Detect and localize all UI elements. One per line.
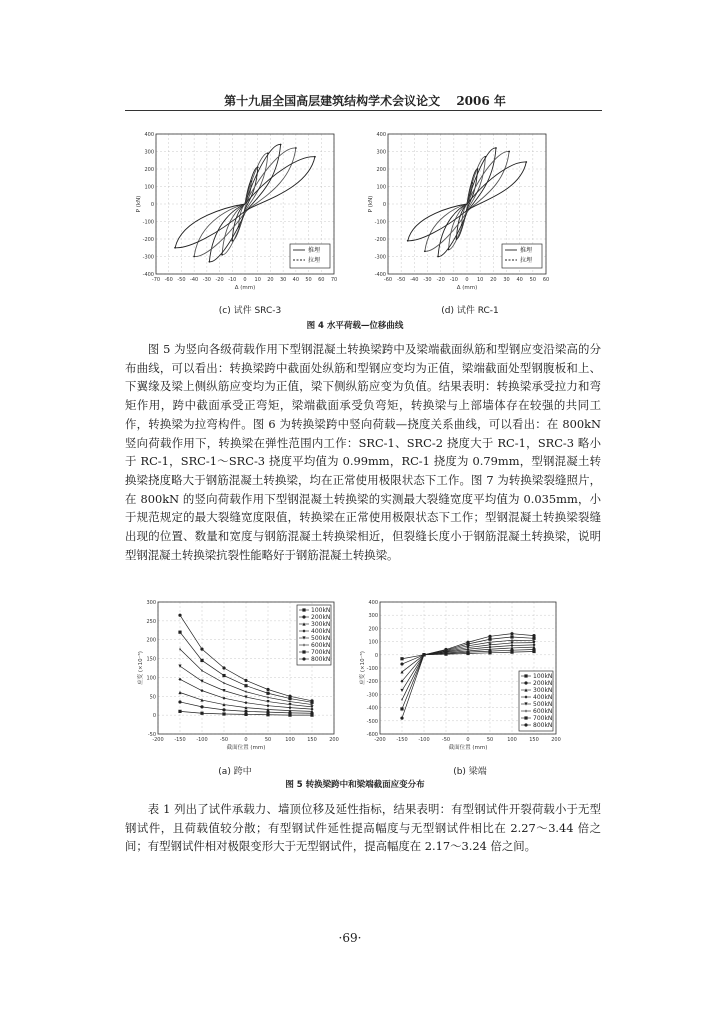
data-point: [178, 678, 181, 681]
data-point: [302, 657, 305, 660]
data-point: [422, 653, 425, 656]
x-tick-label: -150: [396, 737, 408, 743]
hysteresis-chart-src3: [136, 130, 340, 291]
push-peak-point: [250, 180, 252, 182]
legend-label: 400kN: [533, 694, 553, 701]
legend-label: 200kN: [311, 614, 331, 621]
x-tick-label: 0: [244, 737, 248, 743]
x-tick-label: 60: [318, 277, 325, 283]
pull-peak-point: [437, 256, 439, 258]
data-point: [178, 691, 181, 694]
data-point: [266, 692, 269, 695]
y-tick-label: 300: [376, 149, 386, 156]
x-tick-label: -10: [228, 277, 237, 283]
y-tick-label: 0: [374, 652, 378, 659]
data-point: [302, 650, 305, 653]
data-point: [466, 641, 469, 644]
data-point: [222, 697, 225, 700]
data-point: [266, 688, 269, 691]
data-point: [488, 638, 491, 641]
data-point: [524, 674, 527, 677]
data-point: [245, 690, 246, 693]
y-tick-label: 300: [368, 613, 378, 620]
x-axis-label: 截面位置 (mm): [448, 745, 488, 751]
page-number: ·69·: [338, 931, 362, 945]
y-axis-label: 应变 (×10⁻⁶): [360, 651, 366, 685]
y-tick-label: 300: [146, 600, 156, 606]
pull-peak-point: [407, 240, 409, 242]
data-point: [200, 680, 203, 683]
x-tick-label: 50: [264, 737, 272, 743]
x-tick-label: -40: [190, 277, 199, 283]
x-tick-label: 10: [254, 277, 261, 283]
y-tick-label: 0: [152, 713, 156, 720]
y-tick-label: 100: [376, 184, 386, 191]
pull-peak-point: [238, 226, 240, 228]
data-point: [302, 615, 305, 618]
x-tick-label: -50: [177, 277, 186, 283]
y-tick-label: -200: [374, 237, 386, 243]
legend-label: 600kN: [533, 708, 553, 715]
data-point: [244, 713, 247, 716]
x-tick-label: -50: [441, 737, 451, 743]
data-point: [288, 706, 291, 709]
data-point: [178, 700, 181, 703]
push-peak-point: [508, 151, 510, 153]
y-tick-label: -100: [142, 219, 154, 226]
data-point: [178, 631, 181, 634]
data-point: [488, 635, 491, 638]
data-point: [200, 705, 203, 708]
pull-peak-point: [193, 256, 195, 258]
x-tick-label: 50: [305, 277, 312, 283]
y-tick-label: 100: [368, 639, 378, 646]
figure4-subcaption-c: (c) 试件 SRC-3: [218, 306, 282, 316]
pull-peak-point: [448, 249, 450, 251]
y-tick-label: 100: [144, 184, 154, 191]
x-tick-label: 10: [476, 277, 484, 283]
pull-peak-point: [456, 238, 458, 240]
y-tick-label: 200: [146, 637, 156, 644]
x-tick-label: -50: [219, 737, 229, 743]
push-peak-point: [485, 156, 487, 158]
x-tick-label: -100: [418, 737, 430, 743]
x-tick-label: -100: [196, 737, 208, 743]
x-axis-label: 截面位置 (mm): [226, 745, 266, 751]
data-point: [200, 689, 203, 692]
x-tick-label: 150: [307, 737, 317, 743]
y-axis-label: P (kN): [368, 195, 374, 213]
y-tick-label: -200: [366, 679, 378, 686]
push-peak-point: [295, 147, 297, 149]
y-tick-label: -200: [142, 237, 154, 243]
data-point: [222, 674, 225, 677]
pull-peak-point: [461, 224, 463, 226]
data-point: [201, 669, 202, 672]
legend-label: 拉埋: [308, 257, 321, 264]
legend-label: 推埋: [308, 247, 321, 254]
data-point: [222, 666, 225, 669]
y-tick-label: 400: [368, 600, 378, 606]
figure4-chart-src3: [136, 130, 340, 291]
figure5-subcaption-a: (a) 跨中: [218, 767, 252, 777]
x-tick-label: 50: [486, 737, 494, 743]
x-tick-label: 150: [529, 737, 539, 743]
x-tick-label: 200: [551, 737, 561, 743]
x-tick-label: -10: [449, 277, 458, 283]
figure5-chart-beam-end: [360, 598, 562, 751]
y-tick-label: -300: [142, 254, 154, 261]
x-tick-label: 20: [490, 277, 497, 283]
y-tick-label: 250: [146, 618, 156, 625]
legend-label: 100kN: [533, 673, 553, 680]
data-point: [532, 634, 535, 637]
data-point: [244, 701, 247, 704]
legend-label: 800kN: [533, 722, 553, 729]
x-tick-label: 40: [292, 277, 300, 283]
pull-peak-point: [209, 261, 211, 263]
data-point: [400, 717, 403, 720]
data-point: [223, 681, 224, 684]
push-peak-point: [314, 156, 316, 158]
x-tick-label: 40: [516, 277, 523, 283]
data-point: [524, 681, 527, 684]
pull-peak-point: [424, 250, 426, 252]
data-point: [400, 707, 403, 710]
y-tick-label: 150: [146, 656, 156, 663]
strain-chart-beam-end: [360, 598, 562, 751]
figure5-chart-midspan: [138, 598, 340, 751]
data-point: [302, 608, 305, 611]
data-point: [289, 700, 290, 703]
y-tick-label: 300: [144, 149, 154, 156]
data-point: [200, 712, 203, 715]
data-point: [244, 679, 247, 682]
y-tick-label: -600: [366, 732, 378, 738]
x-tick-label: -50: [397, 277, 406, 283]
legend-label: 100kN: [311, 607, 331, 614]
legend-label: 200kN: [533, 680, 553, 687]
data-point: [200, 648, 203, 651]
data-point: [200, 659, 203, 662]
data-point: [222, 712, 225, 715]
data-point: [444, 648, 447, 651]
x-tick-label: -200: [374, 737, 386, 743]
y-tick-label: -400: [142, 272, 154, 278]
y-tick-label: -50: [147, 732, 156, 738]
legend-label: 500kN: [311, 635, 331, 642]
x-tick-label: 30: [503, 277, 510, 283]
x-tick-label: 200: [329, 737, 339, 743]
x-tick-label: -30: [202, 277, 211, 283]
y-tick-label: 400: [144, 132, 154, 138]
push-peak-point: [280, 144, 282, 146]
pull-peak-point: [174, 247, 176, 249]
x-tick-label: 0: [466, 737, 470, 743]
x-tick-label: -60: [383, 277, 393, 283]
data-point: [400, 689, 403, 692]
x-tick-label: -70: [151, 277, 161, 283]
y-tick-label: -100: [366, 666, 378, 672]
data-point: [524, 716, 527, 719]
y-tick-label: -500: [366, 718, 378, 725]
data-point: [524, 723, 527, 726]
x-tick-label: 50: [529, 277, 537, 283]
legend-label: 800kN: [311, 656, 331, 663]
header-rule: [125, 110, 602, 111]
strain-chart-midspan: [138, 598, 340, 751]
figure5-subcaption-b: (b) 梁端: [453, 767, 487, 777]
pull-peak-point: [221, 254, 223, 256]
x-tick-label: 70: [330, 277, 338, 283]
push-peak-point: [257, 166, 259, 168]
y-axis-label: 应变 (×10⁻⁶): [138, 651, 144, 685]
y-tick-label: 200: [144, 167, 154, 173]
data-point: [400, 662, 403, 665]
y-tick-label: 0: [150, 202, 154, 208]
legend-label: 700kN: [311, 649, 331, 656]
legend-label: 推埋: [520, 247, 533, 254]
y-tick-label: -400: [374, 272, 386, 278]
legend-label: 600kN: [311, 642, 331, 649]
data-point: [244, 710, 247, 713]
y-tick-label: -400: [366, 705, 378, 712]
figure4-chart-rc1: [368, 130, 552, 291]
y-tick-label: -300: [366, 692, 378, 699]
x-tick-label: -200: [152, 737, 164, 743]
header-year: 2006 年: [456, 94, 506, 108]
x-axis-label: Δ (mm): [456, 285, 478, 291]
legend-label: 300kN: [311, 621, 331, 628]
figure5-caption: 图 5 转换梁跨中和梁端截面应变分布: [285, 780, 425, 790]
data-point: [222, 708, 225, 711]
data-point: [179, 648, 180, 651]
legend-label: 400kN: [311, 628, 331, 635]
legend-label: 700kN: [533, 715, 553, 722]
push-peak-point: [495, 147, 497, 149]
data-point: [400, 657, 403, 660]
x-tick-label: 20: [267, 277, 274, 283]
x-tick-label: 100: [507, 737, 517, 743]
x-tick-label: 30: [279, 277, 287, 283]
conference-title: 第十九届全国高层建筑结构学术会议论文: [224, 94, 441, 108]
y-tick-label: 400: [376, 132, 386, 138]
x-tick-label: -30: [423, 277, 432, 283]
data-point: [288, 695, 291, 698]
x-tick-label: -20: [215, 277, 224, 283]
y-tick-label: 50: [149, 694, 156, 701]
legend-label: 500kN: [533, 701, 553, 708]
x-tick-label: 100: [285, 737, 295, 743]
running-header: [130, 92, 600, 109]
data-point: [178, 710, 181, 713]
legend-label: 拉埋: [520, 257, 533, 264]
data-point: [244, 684, 247, 687]
data-point: [310, 699, 313, 702]
x-tick-label: 60: [542, 277, 550, 283]
push-peak-point: [267, 152, 269, 154]
push-peak-point: [525, 161, 527, 163]
figure4-subcaption-d: (d) 试件 RC-1: [441, 306, 499, 316]
data-point: [178, 614, 181, 617]
figure4-caption: 图 4 水平荷载—位移曲线: [306, 321, 404, 331]
x-tick-label: -150: [174, 737, 186, 743]
data-point: [510, 632, 513, 635]
hysteresis-chart-rc1: [368, 130, 552, 291]
x-tick-label: -40: [410, 277, 419, 283]
data-point: [266, 704, 269, 707]
x-tick-label: 0: [465, 277, 469, 283]
legend-label: 300kN: [533, 687, 553, 694]
y-tick-label: 0: [382, 202, 386, 208]
y-tick-label: -100: [374, 219, 386, 226]
x-tick-label: 0: [243, 277, 247, 283]
y-tick-label: -300: [374, 254, 386, 261]
y-tick-label: 200: [376, 167, 386, 173]
body-paragraph-2: 表 1 列出了试件承载力、墙顶位移及延性指标，结果表明：有型钢试件开裂荷载小于无型钢试件，且荷载值较分散；有型钢试件延性提高幅度与无型钢试件相比在 2.27～3.44 倍之间；有型钢试件相对极限变形大于无型钢试件，提高幅度在 2.17～3.24 倍之间。: [125, 802, 601, 854]
data-point: [510, 635, 513, 638]
push-peak-point: [471, 182, 473, 184]
y-tick-label: 100: [146, 675, 156, 682]
body-paragraph-1: 图 5 为竖向各级荷载作用下型钢混凝土转换梁跨中及梁端截面纵筋和型钢应变沿梁高的分布曲线，可以看出：转换梁跨中截面处纵筋和型钢应变均为正值，梁端截面处型钢腹板和上、下翼缘及梁上侧纵筋应变均为正值，梁下侧纵筋应变为负值。结果表明：转换梁承受拉力和弯矩作用，跨中截面承受正弯矩，梁端截面承受负弯矩，转换梁与上部墙体存在较强的共同工作，转换梁为拉弯构件。图 6 为转换梁跨中竖向荷载—挠度关系曲线，可以看出：在 800kN 竖向荷载作用下，转换梁在弹性范围内工作：SRC-1、SRC-2 挠度大于 RC-1，SRC-3 略小于 RC-1，SRC-1～SRC-3 挠度平均值为 0.99mm，RC-1 挠度为 0.79mm，型钢混凝土转换梁挠度略大于钢筋混凝土转换梁，均在正常使用极限状态下工作。图 7 为转换梁裂缝照片，在 800kN 的竖向荷载作用下型钢混凝土转换梁的实测最大裂缝宽度平均值为 0.035mm，小于规范规定的最大裂缝宽度限值，转换梁在正常使用极限状态下工作；型钢混凝土转换梁裂缝出现的位置、数量和宽度与钢筋混凝土转换梁相近，但裂缝长度小于钢筋混凝土转换梁，说明型钢混凝土转换梁抗裂性能略好于钢筋混凝土转换梁。: [125, 342, 601, 562]
push-peak-point: [477, 168, 479, 170]
x-tick-label: -60: [164, 277, 173, 283]
x-axis-label: Δ (mm): [234, 285, 256, 291]
y-axis-label: P (kN): [136, 195, 142, 213]
y-tick-label: 200: [368, 626, 378, 633]
pull-peak-point: [231, 240, 233, 242]
x-tick-label: -20: [436, 277, 445, 283]
